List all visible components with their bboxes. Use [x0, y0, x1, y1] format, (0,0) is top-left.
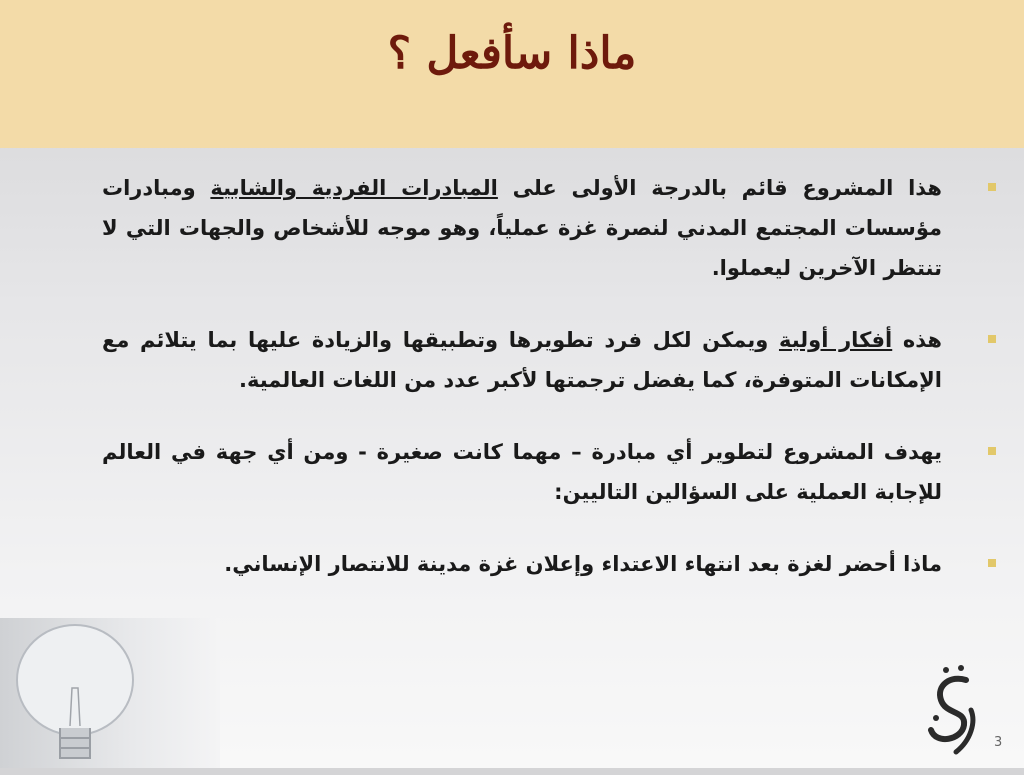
bullet-2-underlined: أفكار أولية — [778, 328, 893, 352]
slide-title: ماذا سأفعل ؟ — [387, 28, 637, 79]
bullet-marker-icon — [988, 183, 996, 191]
bullet-1-underlined: المبادرات الفردية والشابية — [210, 176, 498, 200]
lightbulb-image — [0, 618, 220, 768]
gaza-logo — [916, 660, 986, 760]
bullet-2-text-end: ويمكن لكل فرد تطويرها وتطبيقها والزيادة عليها بما يتلائم مع الإمكانات المتوفرة، كما يفضل ترجمتها لأكبر عدد من اللغات العالمية. — [102, 328, 942, 392]
bullet-1-text-end: ومبادرات مؤسسات المجتمع المدني لنصرة غزة عملياً، وهو موجه للأشخاص والجهات التي لا تنتظر الآخرين ليعملوا. — [102, 176, 942, 280]
bullet-2-text-start: هذه — [892, 328, 942, 352]
bullet-1 — [102, 168, 942, 288]
lightbulb-icon — [0, 618, 220, 768]
bullet-3 — [102, 432, 942, 512]
bullet-2 — [102, 320, 942, 400]
gaza-calligraphy-logo-icon — [916, 660, 986, 760]
bullet-4-text: ماذا أحضر لغزة بعد انتهاء الاعتداء وإعلان غزة مدينة للانتصار الإنساني. — [224, 552, 942, 576]
bullet-marker-icon — [988, 559, 996, 567]
slide-content — [102, 168, 942, 616]
bullet-marker-icon — [988, 447, 996, 455]
page-number: 3 — [994, 735, 1003, 750]
bullet-marker-icon — [988, 335, 996, 343]
bullet-4 — [102, 544, 942, 584]
bullet-3-text: يهدف المشروع لتطوير أي مبادرة – مهما كانت صغيرة - ومن أي جهة في العالم للإجابة العملية على السؤالين التاليين: — [102, 440, 942, 504]
bullet-1-text-start: هذا المشروع قائم بالدرجة الأولى على — [497, 176, 942, 200]
